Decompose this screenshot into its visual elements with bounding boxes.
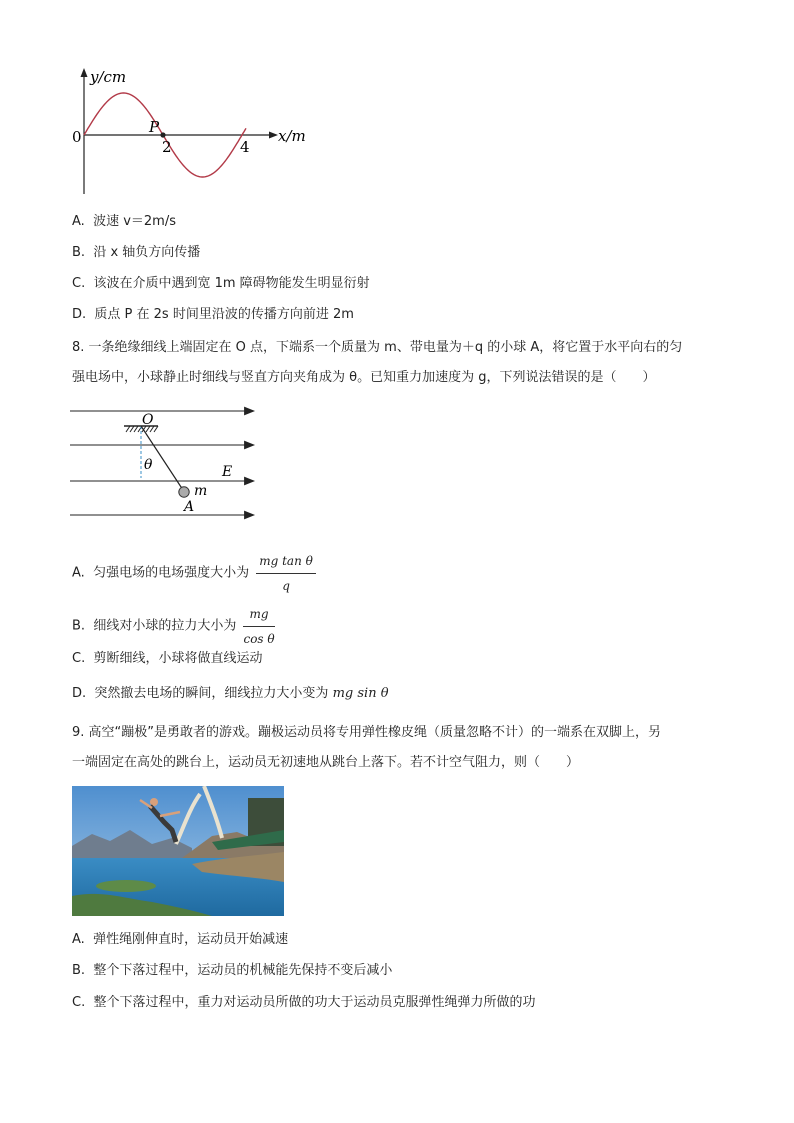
label-theta: θ — [144, 457, 153, 473]
tick-2-label: 2 — [162, 138, 172, 156]
formula-mg-sin: mg sin θ — [332, 686, 389, 701]
option-text: 弹性绳刚伸直时，运动员开始减速 — [93, 932, 289, 947]
option-letter: D. — [72, 307, 87, 322]
y-axis-arrow — [81, 68, 88, 77]
q7-option-c — [72, 275, 370, 293]
point-p-label: P — [149, 118, 160, 136]
option-text: 匀强电场的电场强度大小为 — [93, 565, 250, 581]
wave-figure — [60, 64, 320, 200]
label-o: O — [142, 412, 154, 428]
point-p — [160, 132, 165, 137]
q8-option-b — [72, 604, 275, 649]
pendulum-field-figure — [70, 404, 260, 526]
x-axis-label: x/m — [278, 127, 306, 145]
label-m: m — [194, 483, 208, 499]
option-letter: C. — [72, 651, 86, 666]
fraction-tension — [243, 604, 274, 649]
option-letter: C. — [72, 276, 86, 291]
tick-4-label: 4 — [240, 138, 250, 156]
bungee-photo — [72, 786, 284, 916]
island — [96, 880, 156, 892]
origin-label: 0 — [72, 128, 82, 146]
option-letter: B. — [72, 245, 86, 260]
fraction-denominator: cos θ — [243, 632, 275, 646]
label-a: A — [184, 499, 195, 515]
option-text: 剪断细线，小球将做直线运动 — [93, 651, 263, 666]
q9-option-c — [72, 994, 536, 1012]
option-text: 波速 v＝2m/s — [93, 214, 176, 229]
q8-stem-line1: 8. 一条绝缘细线上端固定在 O 点，下端系一个质量为 m、带电量为＋q 的小球 A，将它置于水平向右的匀 — [72, 340, 683, 355]
fraction-denominator: q — [282, 579, 290, 593]
option-text: 该波在介质中遇到宽 1m 障碍物能发生明显衍射 — [93, 276, 370, 291]
option-letter: C. — [72, 995, 86, 1010]
option-text: 突然撤去电场的瞬间，细线拉力大小变为 — [94, 686, 329, 701]
q9-stem-line2: 一端固定在高处的跳台上，运动员无初速地从跳台上落下。若不计空气阻力，则（ ） — [72, 755, 580, 770]
label-e: E — [222, 464, 233, 480]
ball-a — [179, 487, 189, 497]
x-axis-arrow — [269, 132, 278, 139]
option-letter: A. — [72, 214, 85, 229]
fraction-numerator: mg — [243, 604, 274, 627]
q8-option-d — [72, 685, 389, 703]
option-text: 细线对小球的拉力大小为 — [93, 618, 237, 634]
q9-option-b — [72, 962, 392, 980]
option-text: 沿 x 轴负方向传播 — [93, 245, 201, 260]
option-text: 质点 P 在 2s 时间里沿波的传播方向前进 2m — [94, 307, 354, 322]
fraction-numerator: mg tan θ — [256, 551, 316, 574]
q9-option-a — [72, 931, 288, 949]
q8-stem-line2: 强电场中，小球静止时细线与竖直方向夹角成为 θ。已知重力加速度为 g，下列说法错误的是（ ） — [72, 370, 656, 385]
option-letter: A. — [72, 565, 85, 581]
fraction-e-field — [256, 551, 316, 596]
option-letter: B. — [72, 963, 86, 978]
q7-option-d — [72, 306, 354, 324]
q8-option-c — [72, 650, 263, 668]
q8-option-a — [72, 551, 316, 596]
option-letter: D. — [72, 686, 87, 701]
y-axis-label: y/cm — [90, 68, 127, 86]
option-text: 整个下落过程中，重力对运动员所做的功大于运动员克服弹性绳弹力所做的功 — [93, 995, 536, 1010]
option-letter: A. — [72, 932, 85, 947]
option-letter: B. — [72, 618, 86, 634]
q7-option-a — [72, 213, 176, 231]
q7-option-b — [72, 244, 200, 262]
q9-stem-line1: 9. 高空“蹦极”是勇敢者的游戏。蹦极运动员将专用弹性橡皮绳（质量忽略不计）的一端系在双脚上，另 — [72, 725, 662, 740]
option-text: 整个下落过程中，运动员的机械能先保持不变后减小 — [93, 963, 393, 978]
